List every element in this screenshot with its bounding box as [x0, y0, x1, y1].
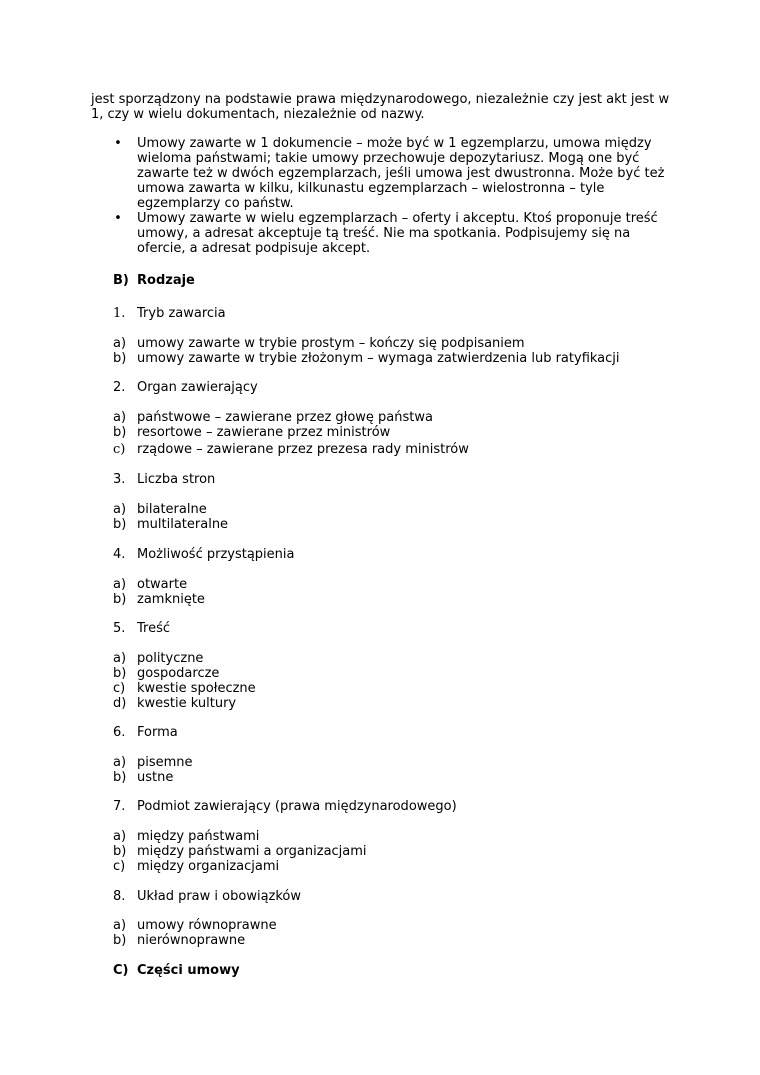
list-item: c) rządowe – zawierane przez prezesa rady ministrów: [113, 442, 469, 457]
category-heading: 1. Tryb zawarcia: [113, 306, 226, 321]
category-heading: 4. Możliwość przystąpienia: [113, 547, 295, 562]
list-item: a) bilateralne: [113, 502, 207, 517]
bullet-item: [113, 136, 668, 211]
list-item: b) resortowe – zawierane przez ministrów: [113, 425, 391, 440]
list-item: b) ustne: [113, 770, 174, 785]
bullet-text: Umowy zawarte w 1 dokumencie – może być w 1 egzemplarzu, umowa między wieloma państwami; takie umowy przechowuje depozytariusz. Mogą one być zawarte też w dwóch egzemplarzach, jeśli umowa jest dwustronna. Może być też umowa zawarta w kilku, kilkunastu egzemplarzach – wielostronna – tyle egzemplarzy co państw.: [137, 136, 665, 211]
list-item: b) między państwami a organizacjami: [113, 844, 367, 859]
category-heading: 5. Treść: [113, 621, 171, 636]
list-item: b) gospodarcze: [113, 666, 220, 681]
list-item: a) polityczne: [113, 651, 204, 666]
list-item: b) multilateralne: [113, 517, 229, 532]
section-heading: B) Rodzaje: [113, 273, 195, 288]
list-item: c) między organizacjami: [113, 859, 280, 874]
category-heading: 3. Liczba stron: [113, 472, 216, 487]
list-item: c) kwestie społeczne: [113, 681, 256, 696]
bullet-text: Umowy zawarte w wielu egzemplarzach – oferty i akceptu. Ktoś proponuje treść umowy, a adresat akceptuje tą treść. Nie ma spotkania. Podpisujemy się na ofercie, a adresat podpisuje akcept.: [137, 211, 658, 256]
list-item: d) kwestie kultury: [113, 696, 237, 711]
category-heading: 7. Podmiot zawierający (prawa międzynarodowego): [113, 799, 457, 814]
bullet-list: [113, 136, 668, 256]
bullet-icon: •: [114, 211, 122, 226]
bullet-item: [113, 211, 668, 256]
list-item: a) państwowe – zawierane przez głowę państwa: [113, 410, 433, 425]
list-item: b) zamknięte: [113, 592, 205, 607]
list-item: a) umowy równoprawne: [113, 918, 277, 933]
category-heading: 6. Forma: [113, 725, 178, 740]
intro-paragraph: jest sporządzony na podstawie prawa międzynarodowego, niezależnie czy jest akt jest w 1, czy w wielu dokumentach, niezależnie od nazwy.: [91, 92, 670, 122]
category-heading: 2. Organ zawierający: [113, 380, 258, 395]
list-item: a) otwarte: [113, 577, 188, 592]
list-item: a) pisemne: [113, 755, 193, 770]
category-heading: 8. Układ praw i obowiązków: [113, 889, 302, 904]
section-heading: C) Części umowy: [113, 963, 240, 978]
list-item: b) nierównoprawne: [113, 933, 246, 948]
list-item: b) umowy zawarte w trybie złożonym – wymaga zatwierdzenia lub ratyfikacji: [113, 351, 620, 366]
list-item: a) umowy zawarte w trybie prostym – kończy się podpisaniem: [113, 336, 525, 351]
list-item: a) między państwami: [113, 829, 260, 844]
bullet-icon: •: [114, 136, 122, 151]
